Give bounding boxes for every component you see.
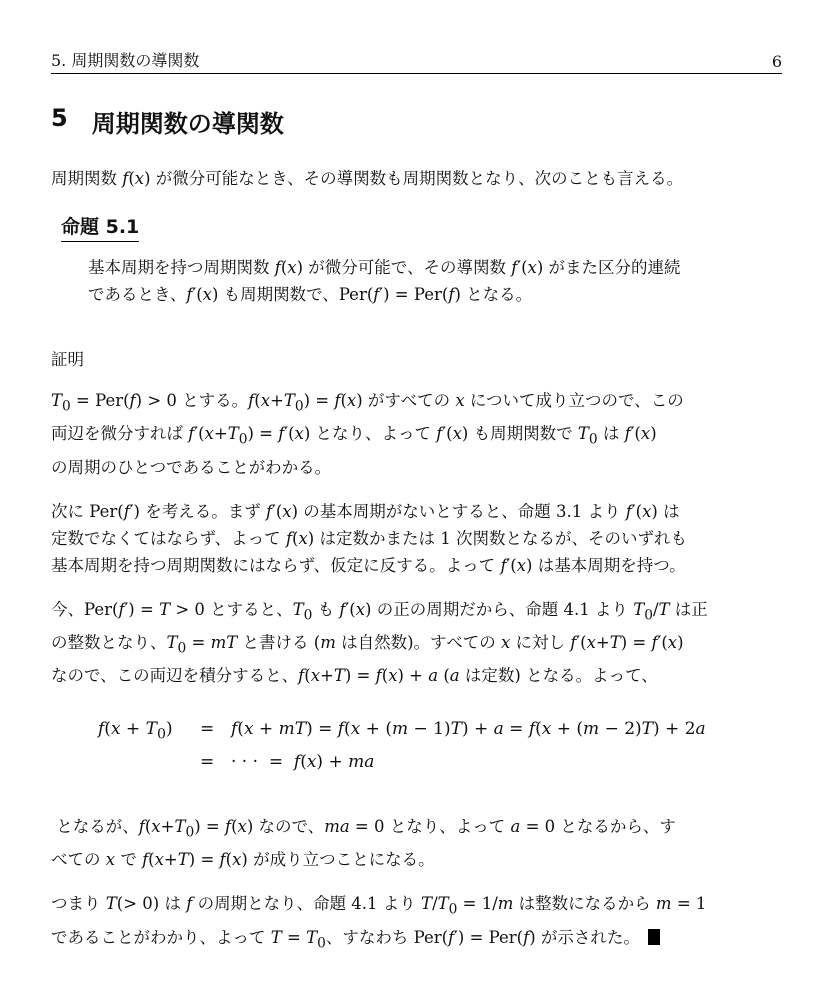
proof-paragraph-3: 今、Per(f′) = T > 0 とすると、$T_0$ も f′(x) の正の周期だから、命題 4.1 より $T_0/T$ は正 の整数となり、$T_0$ = mT と書ける (m は自然数)。すべての x に対し f′(x+T) = f′(x) なので、この両辺を積分すると、f(x+T) = f(x) + a (a は定数) となる。よって、: [51, 599, 708, 686]
intro-paragraph: 周期関数 f(x) が微分可能なとき、その導関数も周期関数となり、次のことも言える。: [51, 169, 684, 188]
section-number: 5: [51, 104, 68, 132]
proof-paragraph-4: となるが、$f(x+T_0) = f(x)$ なので、ma = 0 となり、よって a = 0 となるから、す べての x で f(x+T) = f(x) が成り立つことになる。: [51, 817, 676, 870]
proposition-title: 命題 5.1: [61, 212, 139, 242]
proof-paragraph-2: 次に Per(f′) を考える。まず f′(x) の基本周期がないとすると、命題 3.1 より f′(x) は 定数でなくてはならず、よって f(x) は定数かまたは 1 次関数となるが、そのいずれも 基本周期を持つ周期関数にはならず、仮定に反する。よって f′(x) は基本周期を持つ。: [51, 501, 687, 575]
page-content: [51, 48, 782, 957]
qed-square-icon: [648, 929, 660, 945]
header-section-title: 5. 周期関数の導関数: [51, 51, 200, 70]
proof-label: 証明: [51, 350, 84, 369]
proof-paragraph-1: $T_0 = Per(f) > 0$ とする。$f(x+T_0) = f(x)$ がすべての x について成り立つので、この 両辺を微分すれば $f'(x+T_0) = f'(x)$ となり、よって f′(x) も周期関数で $T_0$ は f′(x) の周期のひとつであることがわかる。: [51, 391, 684, 477]
running-header: [51, 48, 782, 74]
page-number: 6: [771, 52, 782, 71]
section-heading: [51, 104, 782, 139]
proposition-body: 基本周期を持つ周期関数 f(x) が微分可能で、その導関数 f′(x) がまた区分的連続 であるとき、f′(x) も周期関数で、Per(f′) = Per(f) となる。: [88, 258, 681, 304]
display-equation: $f(x + T_0)$ = f(x + mT) = f(x + (m − 1)T) + a = f(x + (m − 2)T) + 2a = · · · = f(x) + ma: [98, 719, 706, 773]
section-title: 周期関数の導関数: [91, 110, 284, 138]
proof-paragraph-5: つまり T(> 0) は f の周期となり、命題 4.1 より $T/T_0 = 1/m$ は整数になるから m = 1 であることがわかり、よって $T = T_0$、すなわち Per(f′) = Per(f) が示された。: [51, 894, 707, 952]
